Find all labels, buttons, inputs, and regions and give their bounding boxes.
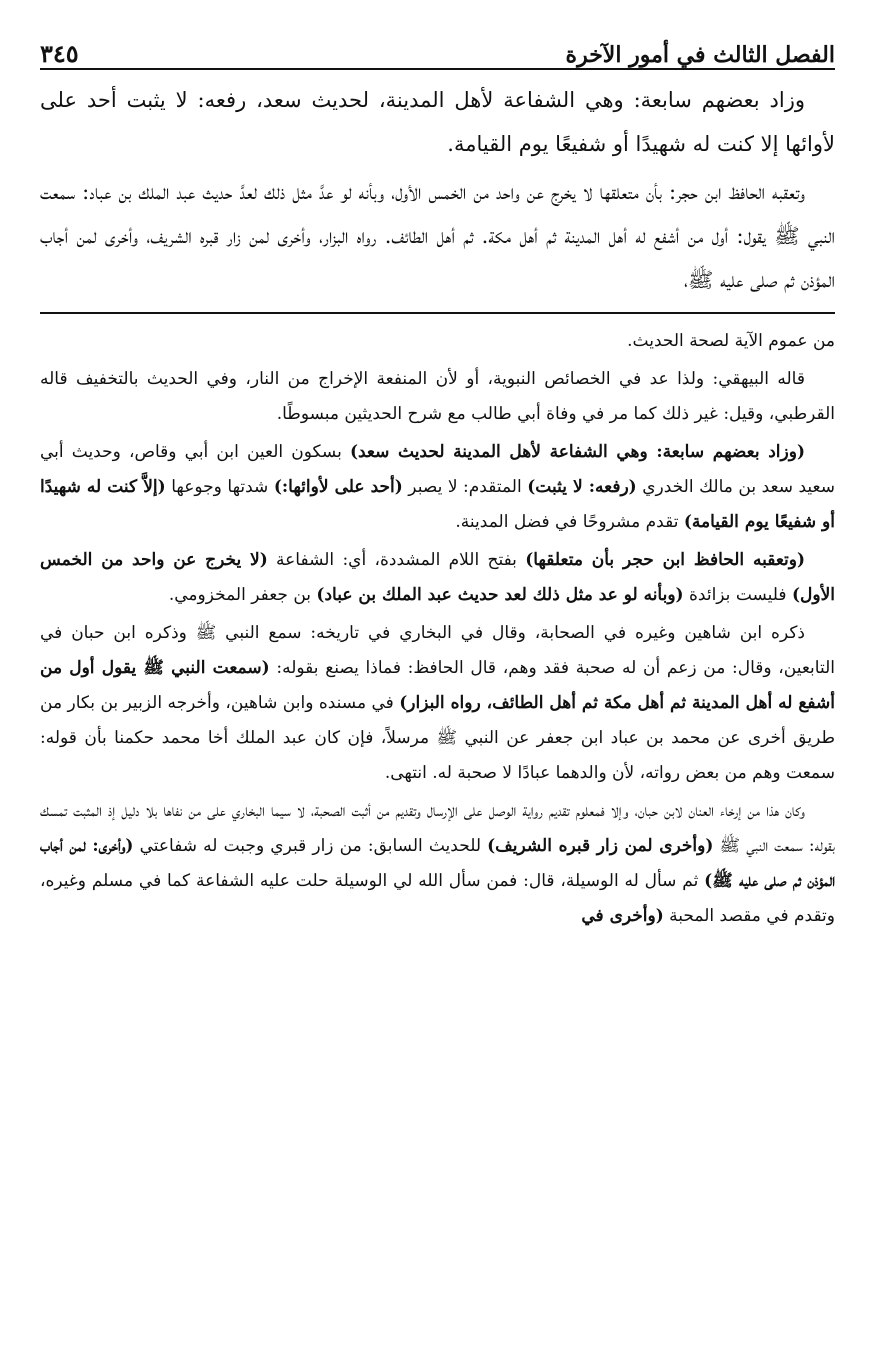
running-header bbox=[40, 26, 835, 70]
gloss-text: شدتها وجوعها bbox=[165, 477, 274, 497]
gloss-text: وكان هذا من إرخاء العنان لابن حبان، وإلا فمعلوم تقديم رواية الوصل على الإرسال وتقديم من أثبت الصحبة، لا سيما البخاري على من نفاها بلا دليل إذ المثبت تمسك بقوله: سمعت النبي ﷺ bbox=[40, 801, 835, 856]
commentary bbox=[40, 324, 835, 934]
commentary-paragraph bbox=[40, 616, 835, 791]
quoted-text: (وأخرى لمن زار قبره الشريف) bbox=[487, 836, 714, 856]
gloss-text: للحديث السابق: من زار قبري وجبت له شفاعتي bbox=[133, 836, 488, 856]
main-paragraph: وزاد بعضهم سابعة: وهي الشفاعة لأهل المدينة، لحديث سعد، رفعه: لا يثبت أحد على لأوائها إلا كنت له شهيدًا أو شفيعًا يوم القيامة. bbox=[40, 88, 835, 156]
commentary-paragraph bbox=[40, 435, 835, 540]
commentary-paragraph: قاله البيهقي: ولذا عد في الخصائص النبوية، أو لأن المنفعة الإخراج من النار، وفي الحديث بالتخفيف قاله القرطبي، وقيل: غير ذلك كما مر في وفاة أبي طالب مع شرح الحديثين مبسوطًا. bbox=[40, 369, 835, 424]
quoted-text: (وأخرى: لمن أجاب المؤذن ثم صلى عليه ﷺ) bbox=[40, 836, 835, 891]
main-paragraph: وتعقبه الحافظ ابن حجر: بأن متعلقها لا يخرج عن واحد من الخمس الأول، وبأنه لو عدَّ مثل ذلك لعدَّ حديث عبد الملك بن عباد: سمعت النبي ﷺ يقول: أول من أشفع له أهل المدينة ثم أهل مكة. ثم أهل الطائف. رواه البزار، وأخرى لمن زار قبره الشريف، وأخرى لمن أجاب المؤذن ثم صلى عليه ﷺ، bbox=[40, 180, 835, 292]
quoted-text: (أحد على لأوائها:) bbox=[273, 477, 403, 497]
quoted-text: (وزاد بعضهم سابعة: وهي الشفاعة لأهل المدينة لحديث سعد) bbox=[349, 442, 805, 462]
quoted-text: (وبأنه لو عد مثل ذلك لعد حديث عبد الملك بن عباد) bbox=[316, 585, 684, 605]
gloss-text: ذكره ابن شاهين وغيره في الصحابة، وقال في البخاري في تاريخه: سمع النبي ﷺ وذكره ابن حبان في التابعين، وقال: من زعم أن له صحبة فقد وهم، قال الحافظ: فماذا يصنع بقوله: bbox=[40, 623, 835, 678]
footnote-separator bbox=[40, 312, 835, 314]
gloss-text: تقدم مشروحًا في فضل المدينة. bbox=[455, 512, 684, 532]
commentary-paragraph bbox=[40, 794, 835, 934]
quoted-text: (وأخرى في bbox=[581, 906, 664, 926]
page-number: ٣٤٥ bbox=[40, 39, 79, 68]
gloss-text: ثم سأل له الوسيلة، قال: فمن سأل الله لي الوسيلة حلت عليه الشفاعة كما في مسلم وغيره، وتقدم في مقصد المحبة bbox=[40, 871, 835, 926]
quoted-text: (إلاَّ كنت له شهيدًا أو شفيعًا يوم القيامة) bbox=[40, 477, 835, 532]
quoted-text: (لا يخرج عن واحد من الخمس الأول) bbox=[40, 550, 835, 605]
quoted-text: (رفعه: لا يثبت) bbox=[527, 477, 637, 497]
gloss-text: بسكون العين ابن أبي وقاص، وحديث أبي سعيد سعد بن مالك الخدري bbox=[40, 442, 835, 497]
gloss-text: بفتح اللام المشددة، أي: الشفاعة bbox=[267, 550, 526, 570]
gloss-text: فليست بزائدة bbox=[683, 585, 792, 605]
quoted-text: (سمعت النبي ﷺ يقول أول من أشفع له أهل المدينة ثم أهل مكة ثم أهل الطائف، رواه البزار) bbox=[40, 658, 835, 713]
main-text bbox=[40, 78, 835, 302]
gloss-text: المتقدم: لا يصبر bbox=[402, 477, 528, 497]
commentary-paragraph: من عموم الآية لصحة الحديث. bbox=[627, 331, 835, 351]
gloss-text: في مسنده وابن شاهين، وأخرجه الزبير بن بكار من طريق أخرى عن محمد بن عباد ابن جعفر عن النبي ﷺ مرسلاً، فإن كان عبد الملك أخا محمد حكمنا بأن قوله: سمعت وهم من بعض رواته، لأن والدهما عبادًا لا صحبة له. انتهى. bbox=[40, 693, 835, 783]
gloss-text: بن جعفر المخزومي. bbox=[168, 585, 317, 605]
chapter-title: الفصل الثالث في أمور الآخرة bbox=[565, 42, 835, 68]
commentary-paragraph bbox=[40, 543, 835, 613]
book-page bbox=[40, 26, 835, 1349]
quoted-text: (وتعقبه الحافظ ابن حجر بأن متعلقها) bbox=[525, 550, 805, 570]
